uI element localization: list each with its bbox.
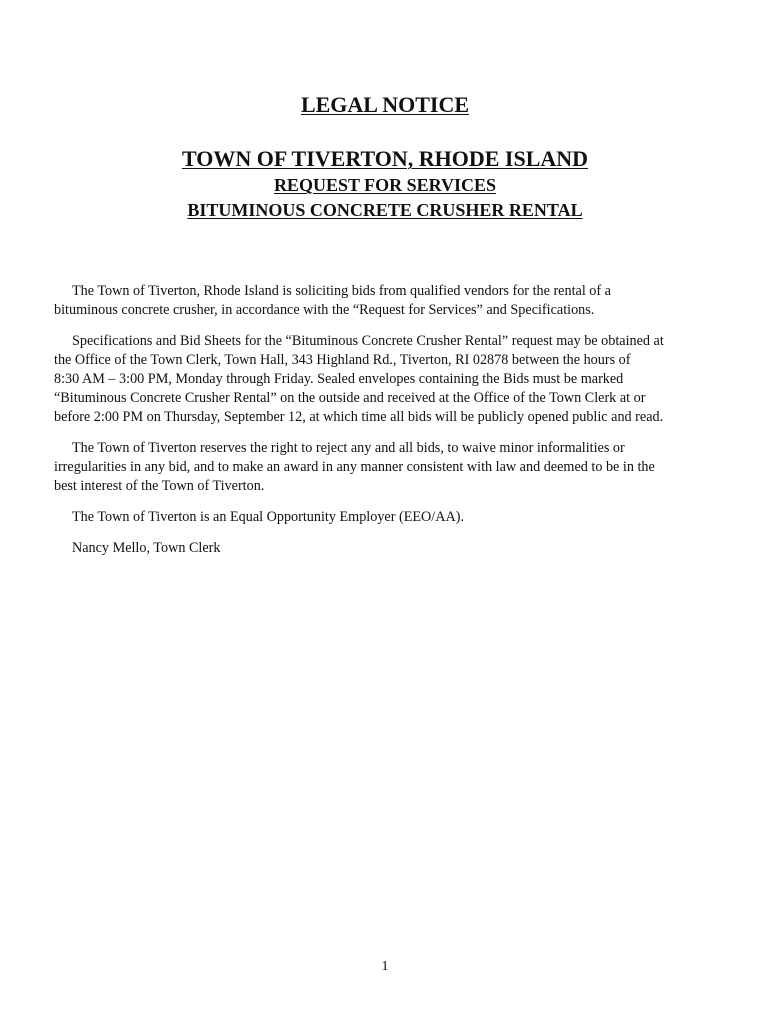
paragraph-line: bituminous concrete crusher, in accordance with the “Request for Services” and Specifications. [54, 302, 595, 318]
paragraph-line: “Bituminous Concrete Crusher Rental” on the outside and received at the Office of the Town Clerk at or [54, 390, 646, 406]
paragraph-line: irregularities in any bid, and to make an award in any manner consistent with law and deemed to be in the [54, 459, 655, 475]
paragraph-line: the Office of the Town Clerk, Town Hall, 343 Highland Rd., Tiverton, RI 02878 between the hours of [54, 352, 631, 368]
page-number: 1 [381, 959, 389, 974]
paragraph-eeo [54, 508, 718, 527]
paragraph-specifications [54, 332, 718, 427]
paragraph-solicitation [54, 282, 718, 320]
notice-body [54, 282, 718, 570]
paragraph-line: The Town of Tiverton reserves the right to reject any and all bids, to waive minor informalities or [72, 440, 625, 456]
paragraph-line: The Town of Tiverton, Rhode Island is soliciting bids from qualified vendors for the rental of a [72, 283, 611, 299]
paragraph-line: The Town of Tiverton is an Equal Opportunity Employer (EEO/AA). [72, 509, 465, 525]
paragraph-line: best interest of the Town of Tiverton. [54, 478, 265, 494]
town-heading: TOWN OF TIVERTON, RHODE ISLAND [181, 146, 589, 171]
signature-line [54, 539, 718, 558]
paragraph-reservation [54, 439, 718, 496]
subject-heading: BITUMINOUS CONCRETE CRUSHER RENTAL [187, 200, 583, 220]
paragraph-line: Nancy Mello, Town Clerk [72, 540, 221, 556]
request-heading: REQUEST FOR SERVICES [273, 175, 497, 195]
paragraph-line: 8:30 AM – 3:00 PM, Monday through Friday. Sealed envelopes containing the Bids must be marked [54, 371, 624, 387]
legal-notice-heading: LEGAL NOTICE [300, 92, 470, 117]
paragraph-line: Specifications and Bid Sheets for the “Bituminous Concrete Crusher Rental” request may be obtained at [72, 333, 664, 349]
paragraph-line: before 2:00 PM on Thursday, September 12, at which time all bids will be publicly opened public and read. [54, 409, 664, 425]
